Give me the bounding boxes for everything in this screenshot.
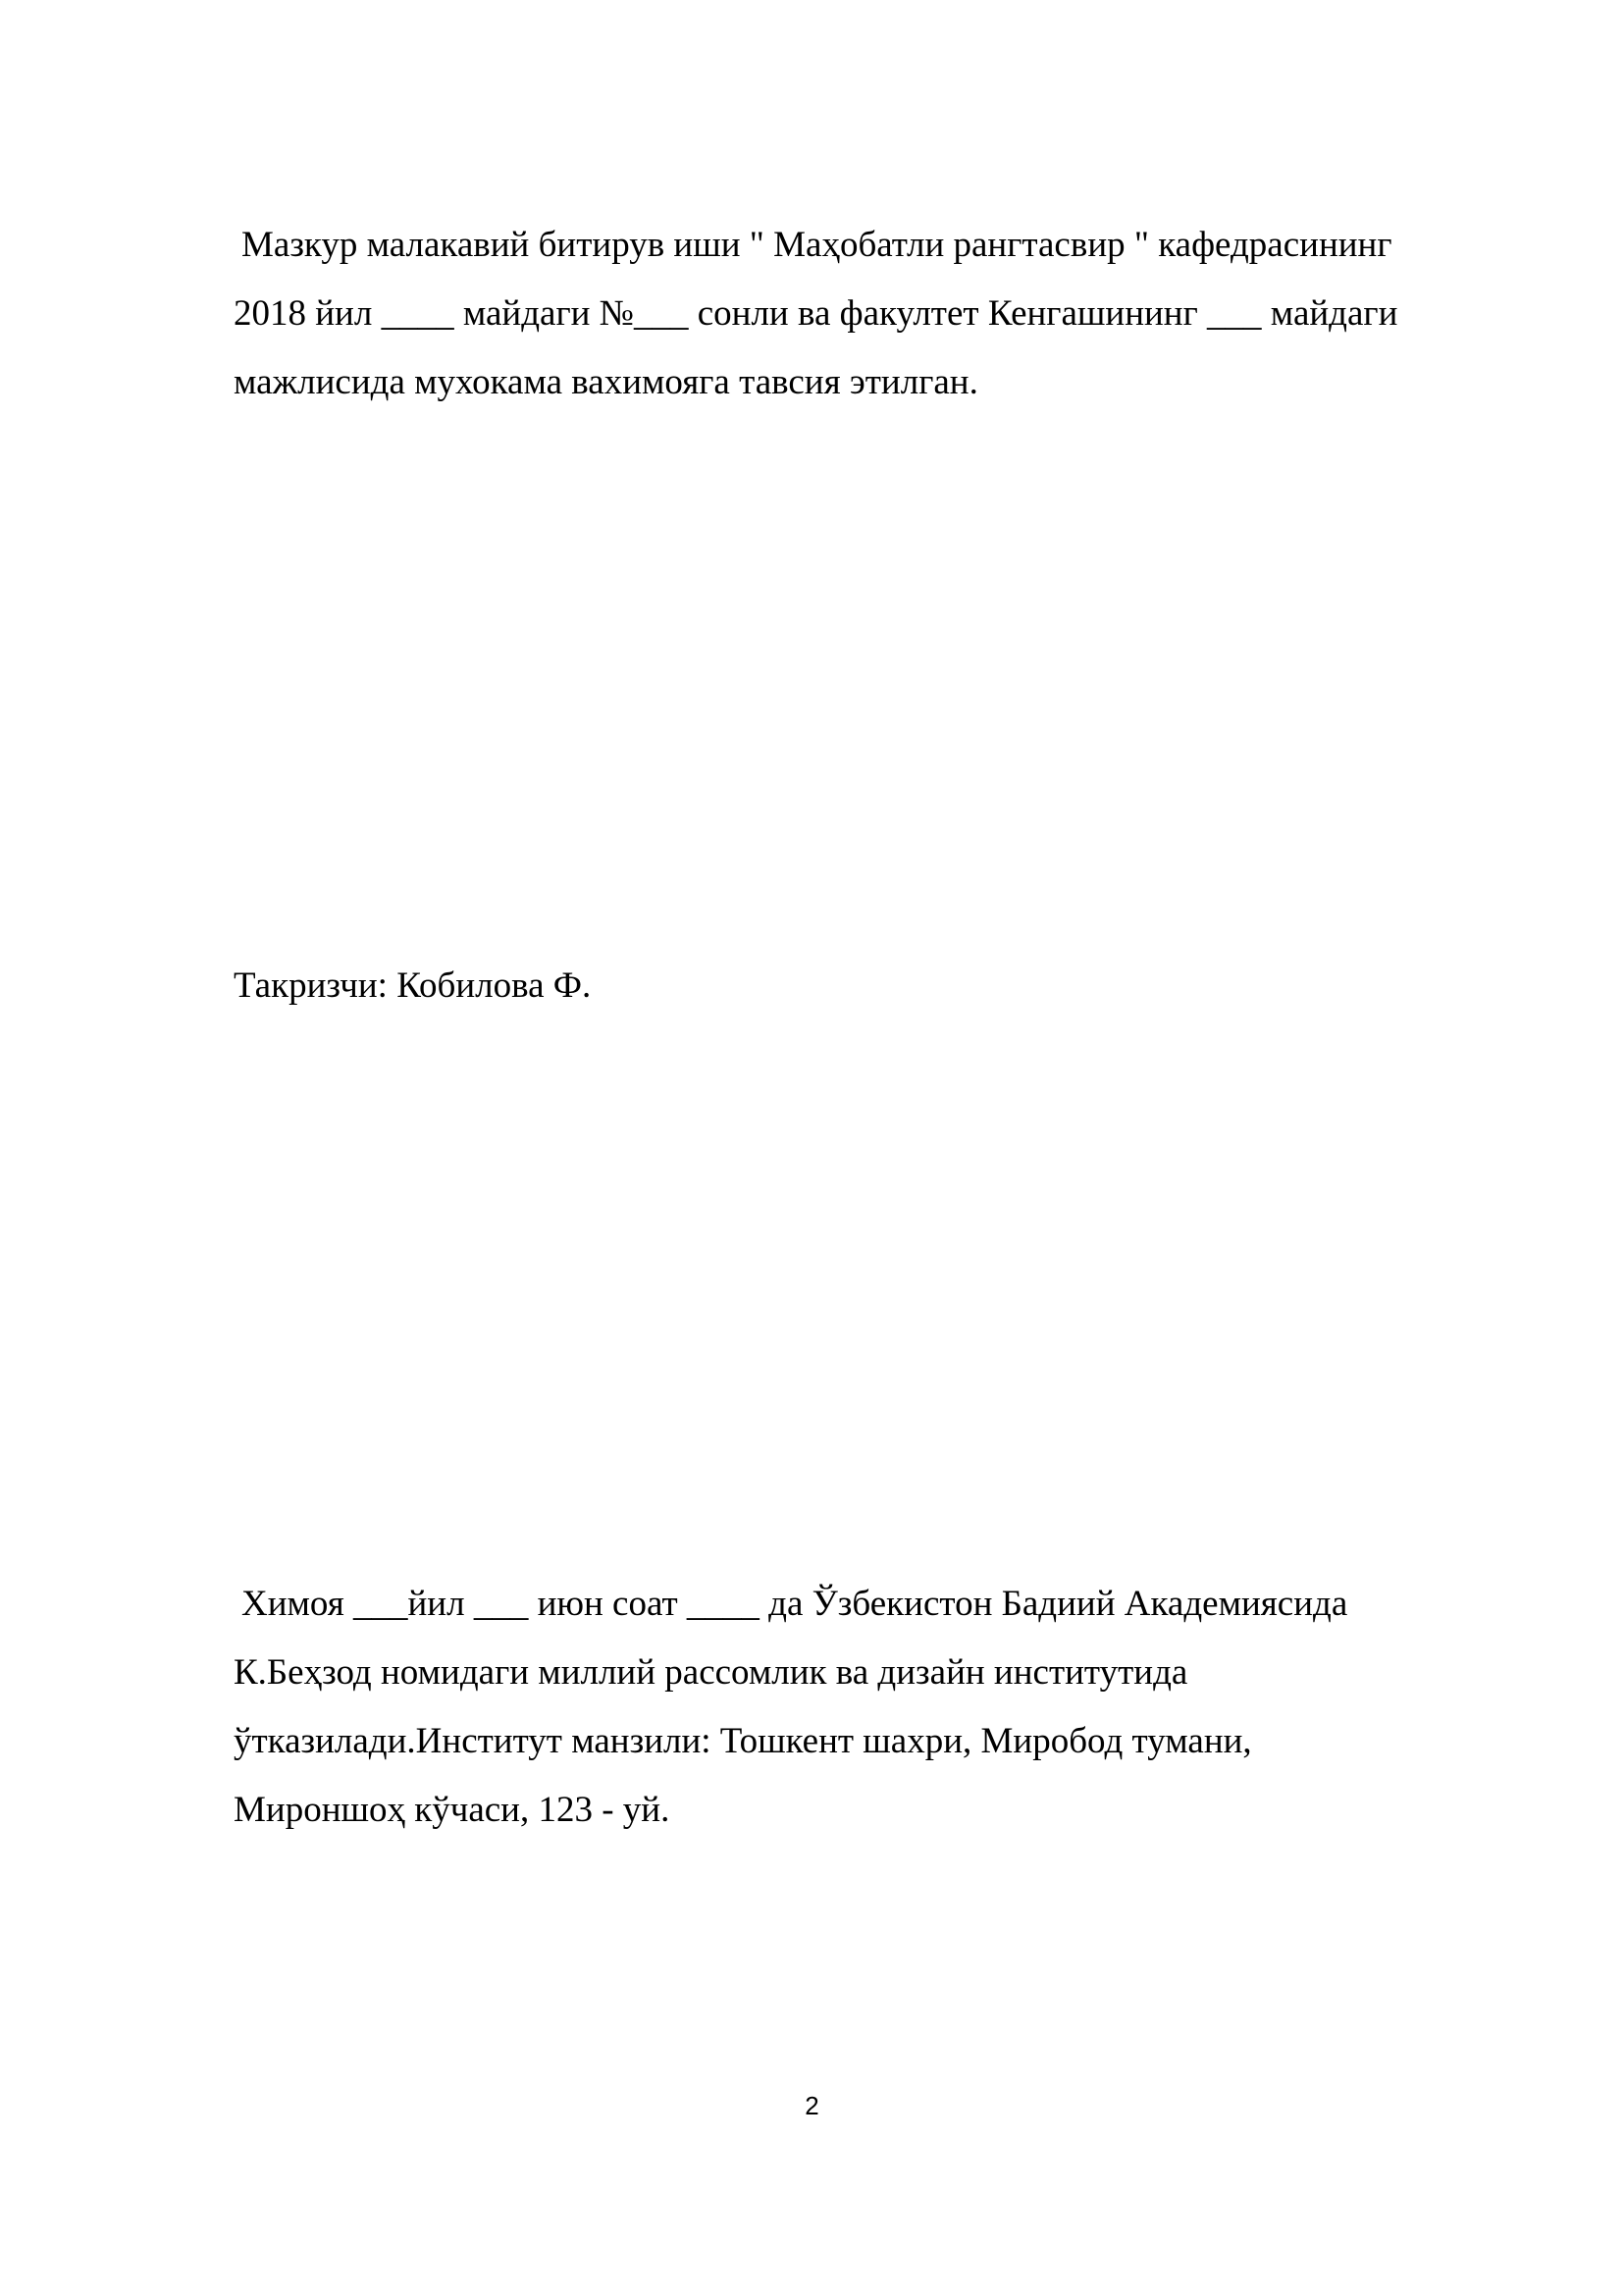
defense-paragraph (234, 1570, 1480, 1845)
defense-line-3: ўтказилади.Институт манзили: Тошкент шахри, Миробод тумани, (234, 1721, 1252, 1761)
approval-line-2: 2018 йил ____ майдаги №___ сонли ва факултет Кенгашининг ___ майдаги (234, 293, 1398, 334)
approval-paragraph (234, 211, 1480, 417)
reviewer-text: Такризчи: Кобилова Ф. (234, 965, 592, 1006)
page-number: 2 (805, 2091, 819, 2120)
approval-line-3: мажлисида мухокама вахимояга тавсия этилган. (234, 362, 978, 402)
defense-line-4: Мироншоҳ кўчаси, 123 - уй. (234, 1790, 670, 1830)
defense-line-1: Химоя ___йил ___ июн соат ____ да Ўзбекистон Бадиий Академиясида (241, 1584, 1348, 1624)
approval-line-1: Мазкур малакавий битирув иши " Маҳобатли рангтасвир " кафедрасининг (241, 225, 1392, 265)
reviewer-line (234, 952, 1480, 1020)
defense-line-2: К.Беҳзод номидаги миллий рассомлик ва дизайн институтида (234, 1652, 1188, 1693)
